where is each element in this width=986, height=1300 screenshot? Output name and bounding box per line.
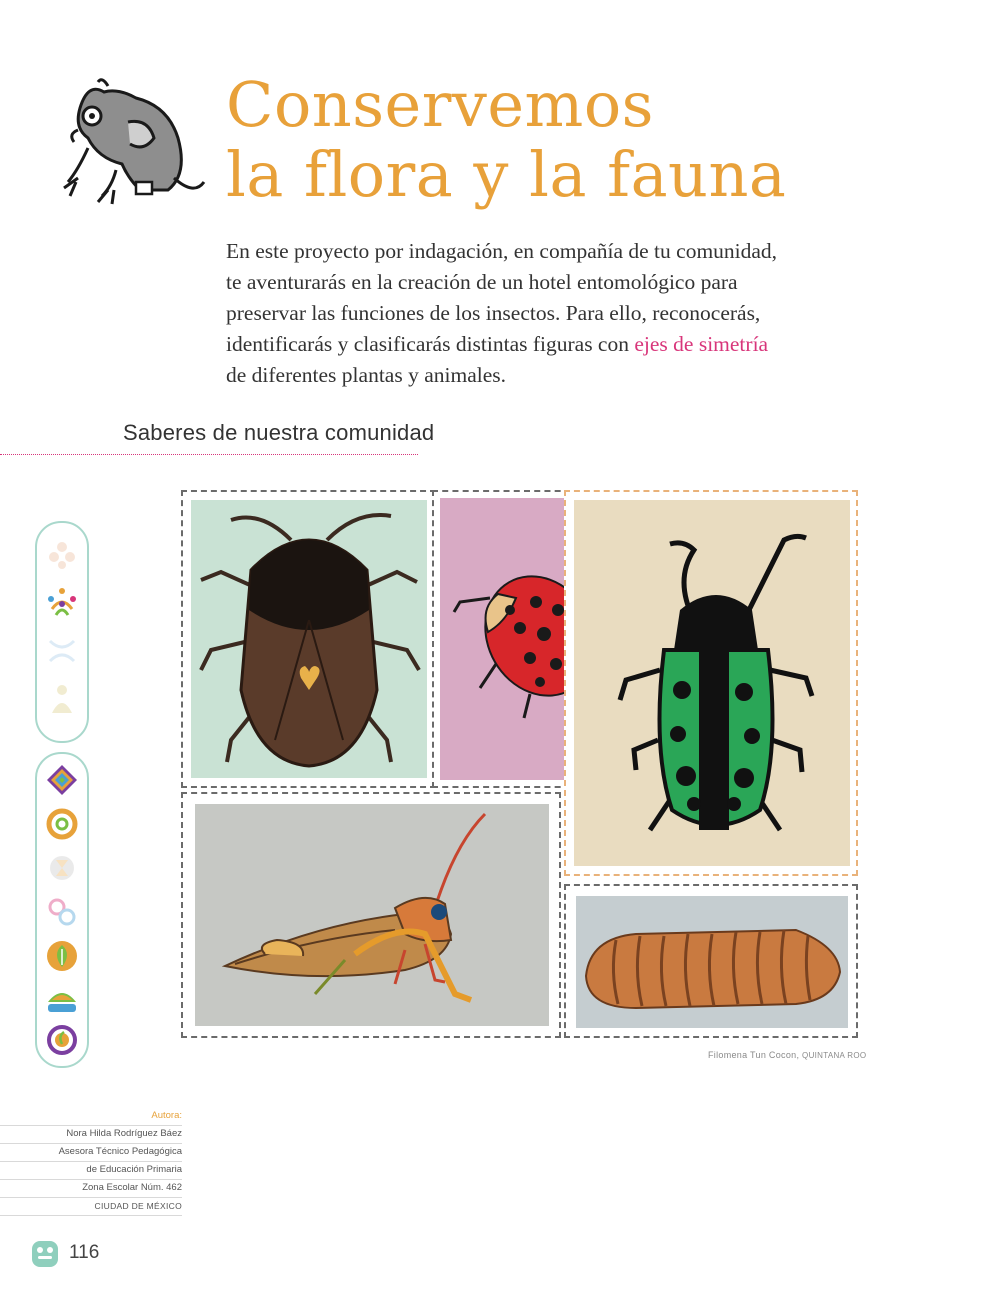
- sidebar-axis-group: [35, 752, 89, 1068]
- intro-text-end: de diferentes plantas y animales.: [226, 363, 506, 387]
- illustration-credit-place: QUINTANA ROO: [802, 1051, 867, 1060]
- leaf-icon: [46, 940, 78, 972]
- illustration-credit: [708, 1050, 866, 1060]
- glyph-rodent-icon: [58, 78, 206, 210]
- faded-flower-icon: [46, 539, 78, 571]
- page-number: 116: [69, 1242, 100, 1263]
- section-heading: Saberes de nuestra comunidad: [123, 420, 435, 445]
- intro-paragraph: [226, 236, 786, 391]
- circle-sprout-icon: [46, 1024, 78, 1056]
- author-role-line-2: de Educación Primaria: [0, 1162, 182, 1180]
- diamond-icon: [46, 764, 78, 796]
- grasshopper-illustration: [195, 804, 549, 1026]
- page-title: [226, 70, 786, 210]
- green-beetle-illustration: [574, 500, 850, 866]
- spiral-icon: [46, 808, 78, 840]
- author-zone: Zona Escolar Núm. 462: [0, 1180, 182, 1198]
- larva-frame: [564, 884, 858, 1038]
- stink-bug-frame: [181, 490, 436, 788]
- green-beetle-frame: [564, 490, 858, 876]
- author-role-line-1: Asesora Técnico Pedagógica: [0, 1144, 182, 1162]
- author-city: CIUDAD DE MÉXICO: [0, 1198, 182, 1216]
- grasshopper-frame: [181, 792, 561, 1038]
- larva-illustration: [576, 896, 848, 1028]
- intro-text-start: En este proyecto por indagación, en compañía de tu comunidad, te aventurarás en la creación de un hotel entomológico para preservar las funciones de los insectos. Para ello, reconocerás, identificarás y clasificarás distintas figuras con: [226, 239, 778, 356]
- page-title-line-2: la flora y la fauna: [226, 138, 787, 211]
- grade-badge-icon: [31, 1240, 59, 1268]
- hourglass-icon: [46, 852, 78, 884]
- faded-person-icon: [46, 683, 78, 715]
- campos-formativos-icon: [46, 587, 78, 619]
- illustration-credit-artist: Filomena Tun Cocon,: [708, 1050, 803, 1060]
- faded-figures-icon: [46, 635, 78, 667]
- author-label: Autora:: [0, 1108, 182, 1126]
- author-credits: [0, 1108, 182, 1216]
- half-dome-icon: [46, 984, 78, 1016]
- stink-bug-illustration: [191, 500, 427, 778]
- author-name: Nora Hilda Rodríguez Báez: [0, 1126, 182, 1144]
- section-divider: [0, 454, 418, 455]
- sidebar-field-group: [35, 521, 89, 743]
- page-title-line-1: Conservemos: [226, 68, 654, 141]
- intro-highlight-term: ejes de simetría: [634, 332, 769, 356]
- link-icon: [46, 896, 78, 928]
